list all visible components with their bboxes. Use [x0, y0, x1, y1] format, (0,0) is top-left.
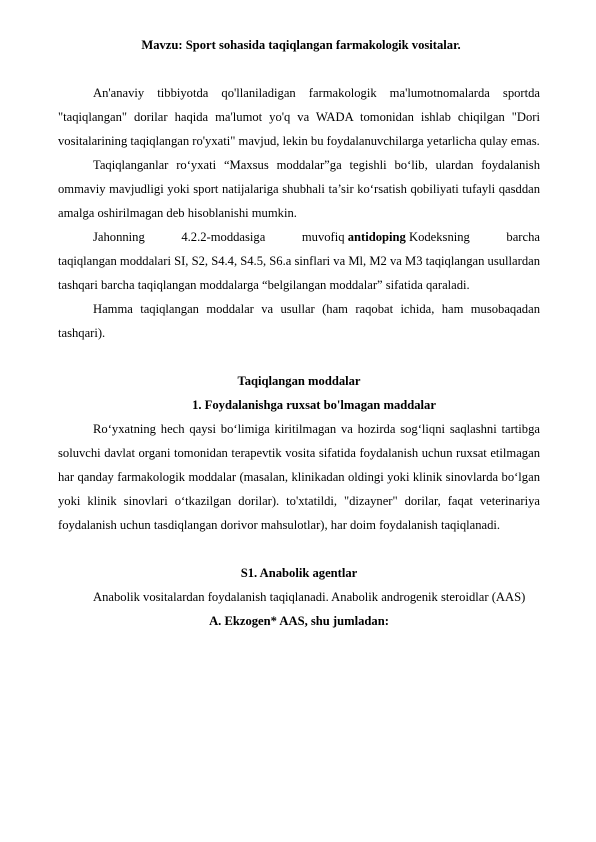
word-group: [302, 225, 470, 249]
item-heading: 1. Foydalanishga ruxsat bo'lmagan maddalar: [192, 398, 436, 412]
spacer: [58, 57, 540, 81]
word: 4.2.2-moddasiga: [181, 230, 266, 244]
word: muvofiq: [301, 230, 345, 244]
bold-term: antidoping: [347, 230, 406, 244]
paragraph-wada-code: [58, 225, 540, 297]
paragraph-wada-code-first-line: [58, 225, 540, 249]
spacer: [58, 537, 540, 561]
paragraph-intro: An'anaviy tibbiyotda qo'llaniladigan farmakologik ma'lumotnomalarda sportda "taqiqlangan" dorilar haqida ma'lumot yo'q va WADA tomonidan ishlab chiqilgan "Dori vositalarining taqiqlangan ro'yxati" mavjud, lekin bu foydalanuvchilarga yetarlicha qulay emas.: [58, 86, 540, 148]
paragraph-special-substances: Taqiqlanganlar ro‘yxati “Maxsus moddalar”ga tegishli bo‘lib, ulardan foydalanish ommaviy mavjudligi yoki sport natijalariga shubhali ta’sir ko‘rsatish qobiliyati tufayli qasddan amalga oshirilmagan deb hisoblanishi mumkin.: [58, 158, 540, 220]
spacer: [58, 345, 540, 369]
word: Kodeksning: [408, 230, 470, 244]
word: Jahonning: [93, 230, 145, 244]
document-page: [58, 33, 540, 633]
word: barcha: [506, 230, 540, 244]
document-title: Mavzu: Sport sohasida taqiqlangan farmakologik vositalar.: [141, 38, 461, 52]
s1-heading: S1. Anabolik agentlar: [240, 566, 358, 580]
subheading-exogenous: A. Ekzogen* AAS, shu jumladan:: [209, 614, 389, 628]
section-heading: Taqiqlangan moddalar: [237, 374, 361, 388]
paragraph-all-prohibited: Hamma taqiqlangan moddalar va usullar (ham raqobat ichida, ham musobaqadan tashqari).: [58, 302, 540, 340]
paragraph-wada-code-rest: taqiqlangan moddalari SI, S2, S4.4, S4.5, S6.a sinflari va Ml, M2 va M3 taqiqlangan usullardan tashqari barcha taqiqlangan moddalarga “belgilangan moddalar” sifatida qaraladi.: [58, 254, 540, 292]
paragraph-anabolic: Anabolik vositalardan foydalanish taqiqlanadi. Anabolik androgenik steroidlar (AAS): [93, 590, 526, 604]
paragraph-unapproved-substances: Ro‘yxatning hech qaysi bo‘limiga kiritilmagan va hozirda sog‘liqni saqlashni tartibga soluvchi davlat organi tomonidan terapevtik vosita sifatida foydalanish uchun ruxsat etilmagan har qanday farmakologik moddalar (masalan, klinikadan oldingi yoki klinik sinovlarda bo‘lgan yoki klinik sinovlari o‘tkazilgan dorilar). to'xtatildi, "dizayner" dorilar, faqat veterinariya foydalanish uchun tasdiqlangan dorivor mahsulotlar), har doim foydalanish taqiqlanadi.: [58, 422, 540, 532]
